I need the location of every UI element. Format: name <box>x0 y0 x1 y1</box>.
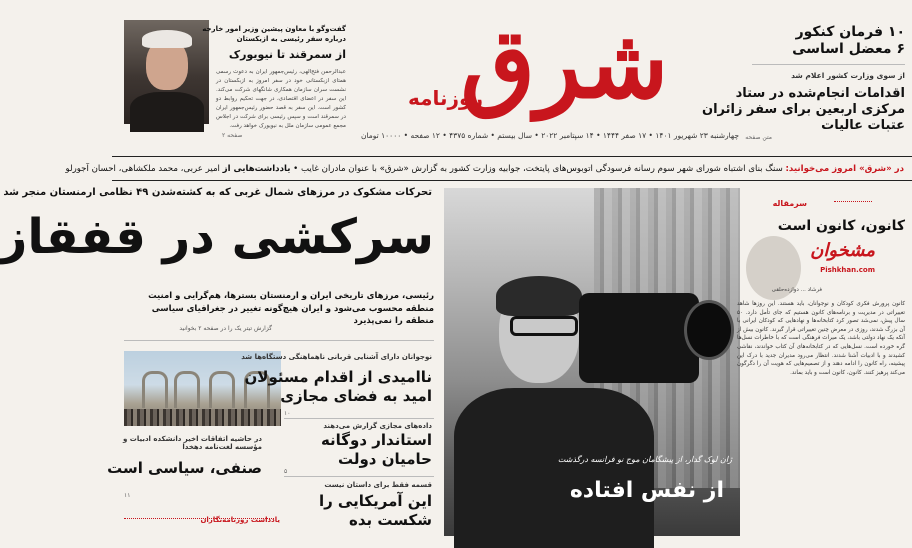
story-kicker: داده‌های مجازی گزارش می‌دهند <box>323 422 432 430</box>
logo-small: روزنامه <box>408 86 483 110</box>
divider <box>752 64 905 65</box>
story-headline[interactable]: ناامیدی از اقدام مسئولان امید به فضای مجازی <box>244 368 432 405</box>
masthead-logo <box>394 0 735 128</box>
photo-headline[interactable]: از نفس افتاده <box>569 478 724 503</box>
label-rule <box>834 201 872 203</box>
top-left-subhead: گفت‌وگو با معاون پیشین وزیر امور خارجه درباره سفر رئیسی به ازبکستان <box>202 25 346 43</box>
divider <box>284 418 434 419</box>
ticker-bar <box>65 161 912 177</box>
story-kicker: نوجوانان دارای آشنایی قربانی ناهماهنگی دستگاه‌ها شد <box>241 353 432 361</box>
top-right-headline-2[interactable]: اقدامات انجام‌شده در ستاد مرکزی اربعین برای سفر زائران عتبات عالیات <box>702 86 905 133</box>
story-kicker: قسمه فقط برای داستان نیست <box>324 481 432 489</box>
main-story-kicker: تحرکات مشکوک در مرزهای شمال غربی که به کشته‌شدن ۴۹ نظامی ارمنستان منجر شد <box>3 187 432 198</box>
editorial-headline[interactable]: کانون، کانون است <box>777 218 905 234</box>
ticker-text-2: امیر عربی، محمد ملکشاهی، احسان آجورلو <box>65 164 223 174</box>
pishkhan-site: Pishkhan.com <box>820 266 875 274</box>
divider <box>284 476 434 477</box>
page-number: ۵ <box>284 468 288 475</box>
story-headline[interactable]: استاندار دوگانه حامیان دولت <box>320 431 432 468</box>
pishkhan-word: مشخوان <box>810 240 875 261</box>
main-story-body: رئیسی، مرزهای تاریخی ایران و ارمنستان بسترها، هم‌گرایی و امنیت منطقه محسوب می‌شود و ایران هیچ‌گونه تغییر در جغرافیای سیاسی منطقه را نمی‌پذیرد <box>148 291 434 326</box>
editorial-label: سرمقاله <box>772 199 807 208</box>
interviewee-photo <box>124 20 209 124</box>
ticker-rule <box>112 180 912 181</box>
footer-rule <box>124 518 274 520</box>
footer-label: یادداشت روزنامه‌نگاران <box>200 516 280 524</box>
pishkhan-logo <box>800 240 875 280</box>
top-left-headline[interactable]: از سمرقند تا نیویورک <box>228 48 346 61</box>
divider <box>124 340 434 341</box>
ticker-text-1: سنگ بنای اشتباه شورای شهر سوم رسانه فرسودگی اتوبوس‌های پایتخت، جوابیه وزارت کشور به گزارش «شرق» با عنوان مادران غایب • <box>290 164 786 174</box>
dateline: چهارشنبه ۲۳ شهریور ۱۴۰۱ • ۱۷ صفر ۱۴۴۴ • ۱۴ سپتامبر ۲۰۲۲ • سال بیستم • شماره ۴۳۷۵ • ۱۲ صفحه • ۱۰۰۰۰ تومان <box>360 131 739 140</box>
logo-main: شرق <box>460 7 669 120</box>
page-number: ۱۱ <box>124 492 131 499</box>
story-headline[interactable]: صنفی، سیاسی است <box>107 459 262 477</box>
top-right-source: از سوی وزارت کشور اعلام شد <box>791 71 905 80</box>
ticker-bold: یادداشت‌هایی از <box>222 164 291 174</box>
editorial-body: کانون پرورش فکری کودکان و نوجوانان، باید هستند. این روزها شاهد تغییراتی در مدیریت و برنامه‌های کانون هستیم که جای تأمل دارد. ۵۰ سال پیش، نمی‌شد تصور کرد کتابخانه‌ها و نهادهایی که کودکان ایرانی با آن بزرگ شدند، روزی در معرض چنین تغییراتی قرار گیرند. کانون بیش از آنکه یک نهاد دولتی باشد، یک میراث فرهنگی است که با خاطرات نسل‌ها گره خورده است. نسل‌هایی که در کتابخانه‌های آن کتاب خواندند، نقاشی کشیدند و با ادبیات آشنا شدند. انتظار می‌رود مدیران جدید با درک این پیشینه، راه کانون را ادامه دهند و از تصمیم‌هایی که هویت آن را دگرگون می‌کند پرهیز کنند. کانون، کانون است و باید بماند. <box>737 301 905 376</box>
ticker-lead: در «شرق» امروز می‌خوانید: <box>785 164 904 174</box>
main-story-continuation: گزارش تیتر یک را در صفحه ۲ بخوانید <box>179 325 272 332</box>
page-ref: صفحه ۲ <box>222 132 243 139</box>
top-left-body: عبدالرحمن فتح‌الهی، رئیس‌جمهور ایران به دعوت رسمی همتای ازبکستانی خود در سفر امروز به ازبکستان در نشست سران سازمان همکاری شانگهای شرکت می‌کند. این سفر در اعضای اقتصادی، در جهت تحکیم روابط دو کشور است. این سفر به قصد حضور رئیس‌جمهور ایران در سمرقند است و سپس رئیسی برای شرکت در اجلاس مجمع عمومی سازمان ملل به نیویورک خواهد رفت. <box>216 69 346 129</box>
masthead-rule <box>112 156 912 157</box>
photo-caption: ژان لوک گدار، از پیشگامان موج نو فرانسه درگذشت <box>557 455 732 464</box>
top-right-headline-1[interactable]: ۱۰ فرمان کنکور ۶ معضل اساسی <box>792 24 905 57</box>
page-ref: متن صفحه <box>745 134 772 141</box>
page-number: ۱۰ <box>284 410 291 417</box>
main-story-headline[interactable]: سرکشی در قفقاز <box>0 209 434 265</box>
editorial-author: فرشاد ... دوازده‌حلقی <box>771 287 822 293</box>
story-kicker: در حاشیه اتفاقات اخیر دانشکده ادبیات و مؤسسه لغت‌نامه دهخدا <box>123 435 262 451</box>
story-headline[interactable]: این آمریکایی را شکست بده <box>318 492 432 529</box>
